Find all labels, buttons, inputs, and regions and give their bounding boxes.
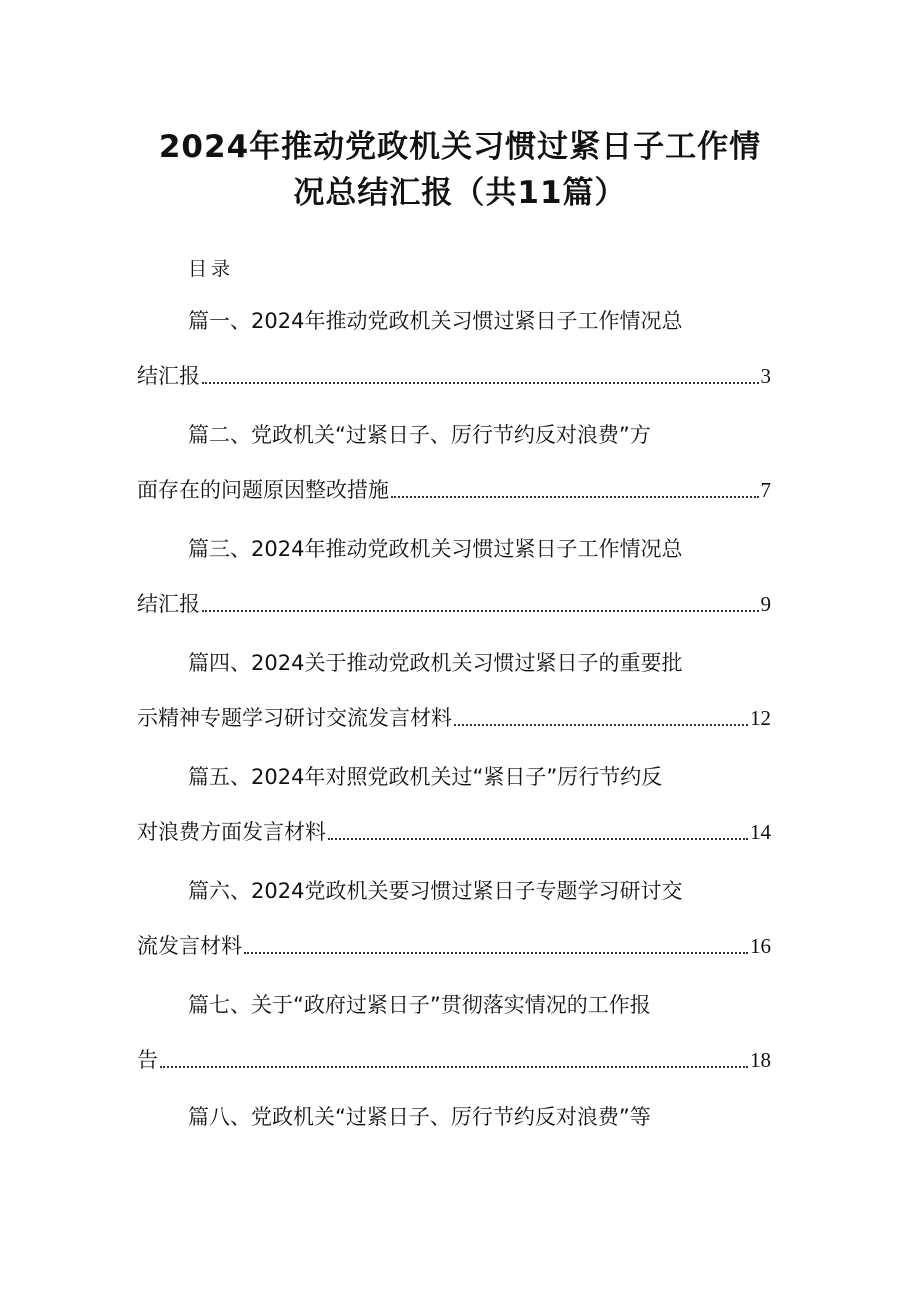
toc-entry-title-end: 结汇报 xyxy=(137,592,200,616)
toc-page-number: 18 xyxy=(750,1048,771,1072)
toc-page-number: 16 xyxy=(750,934,771,958)
toc-entry-title: 篇五、2024年对照党政机关过“紧日子”厉行节约反 xyxy=(188,765,663,789)
toc-entry-title: 篇八、党政机关“过紧日子、厉行节约反对浪费”等 xyxy=(188,1105,651,1129)
toc-entry-continuation xyxy=(137,1045,771,1075)
toc-entry-title-end: 流发言材料 xyxy=(137,934,242,958)
toc-entry-title: 篇一、2024年推动党政机关习惯过紧日子工作情况总 xyxy=(188,309,683,333)
toc-entry-title-end: 告 xyxy=(137,1048,158,1072)
toc-dot-leader xyxy=(244,931,748,961)
toc-page-number: 3 xyxy=(760,364,771,388)
toc-dot-leader xyxy=(391,475,759,505)
toc-entry-title: 篇七、关于“政府过紧日子”贯彻落实情况的工作报 xyxy=(188,993,651,1017)
toc-entry-continuation xyxy=(137,703,771,733)
toc-entry-title-end: 示精神专题学习研讨交流发言材料 xyxy=(137,706,452,730)
toc-entry-title: 篇六、2024党政机关要习惯过紧日子专题学习研讨交 xyxy=(188,879,683,903)
document-title-line-2: 况总结汇报（共11篇） xyxy=(293,175,627,211)
toc-dot-leader xyxy=(202,589,759,619)
toc-dot-leader xyxy=(454,703,748,733)
toc-entry-title: 篇三、2024年推动党政机关习惯过紧日子工作情况总 xyxy=(188,537,683,561)
toc-entry-title-end: 结汇报 xyxy=(137,364,200,388)
toc-entry-title: 篇四、2024关于推动党政机关习惯过紧日子的重要批 xyxy=(188,651,683,675)
toc-entry-title-end: 面存在的问题原因整改措施 xyxy=(137,478,389,502)
toc-entry-title-end: 对浪费方面发言材料 xyxy=(137,820,326,844)
toc-dot-leader xyxy=(202,361,759,391)
toc-entry-continuation xyxy=(137,475,771,505)
toc-entry-continuation xyxy=(137,931,771,961)
toc-page-number: 9 xyxy=(760,592,771,616)
toc-entry-continuation xyxy=(137,589,771,619)
toc-entry-continuation xyxy=(137,361,771,391)
toc-page-number: 12 xyxy=(750,706,771,730)
toc-heading: 目录 xyxy=(188,258,235,280)
toc-entry-continuation xyxy=(137,817,771,847)
toc-entry-title: 篇二、党政机关“过紧日子、厉行节约反对浪费”方 xyxy=(188,423,651,447)
toc-dot-leader xyxy=(160,1045,748,1075)
document-title-line-1: 2024年推动党政机关习惯过紧日子工作情 xyxy=(158,129,762,165)
toc-page-number: 7 xyxy=(760,478,771,502)
toc-page-number: 14 xyxy=(750,820,771,844)
toc-dot-leader xyxy=(328,817,748,847)
